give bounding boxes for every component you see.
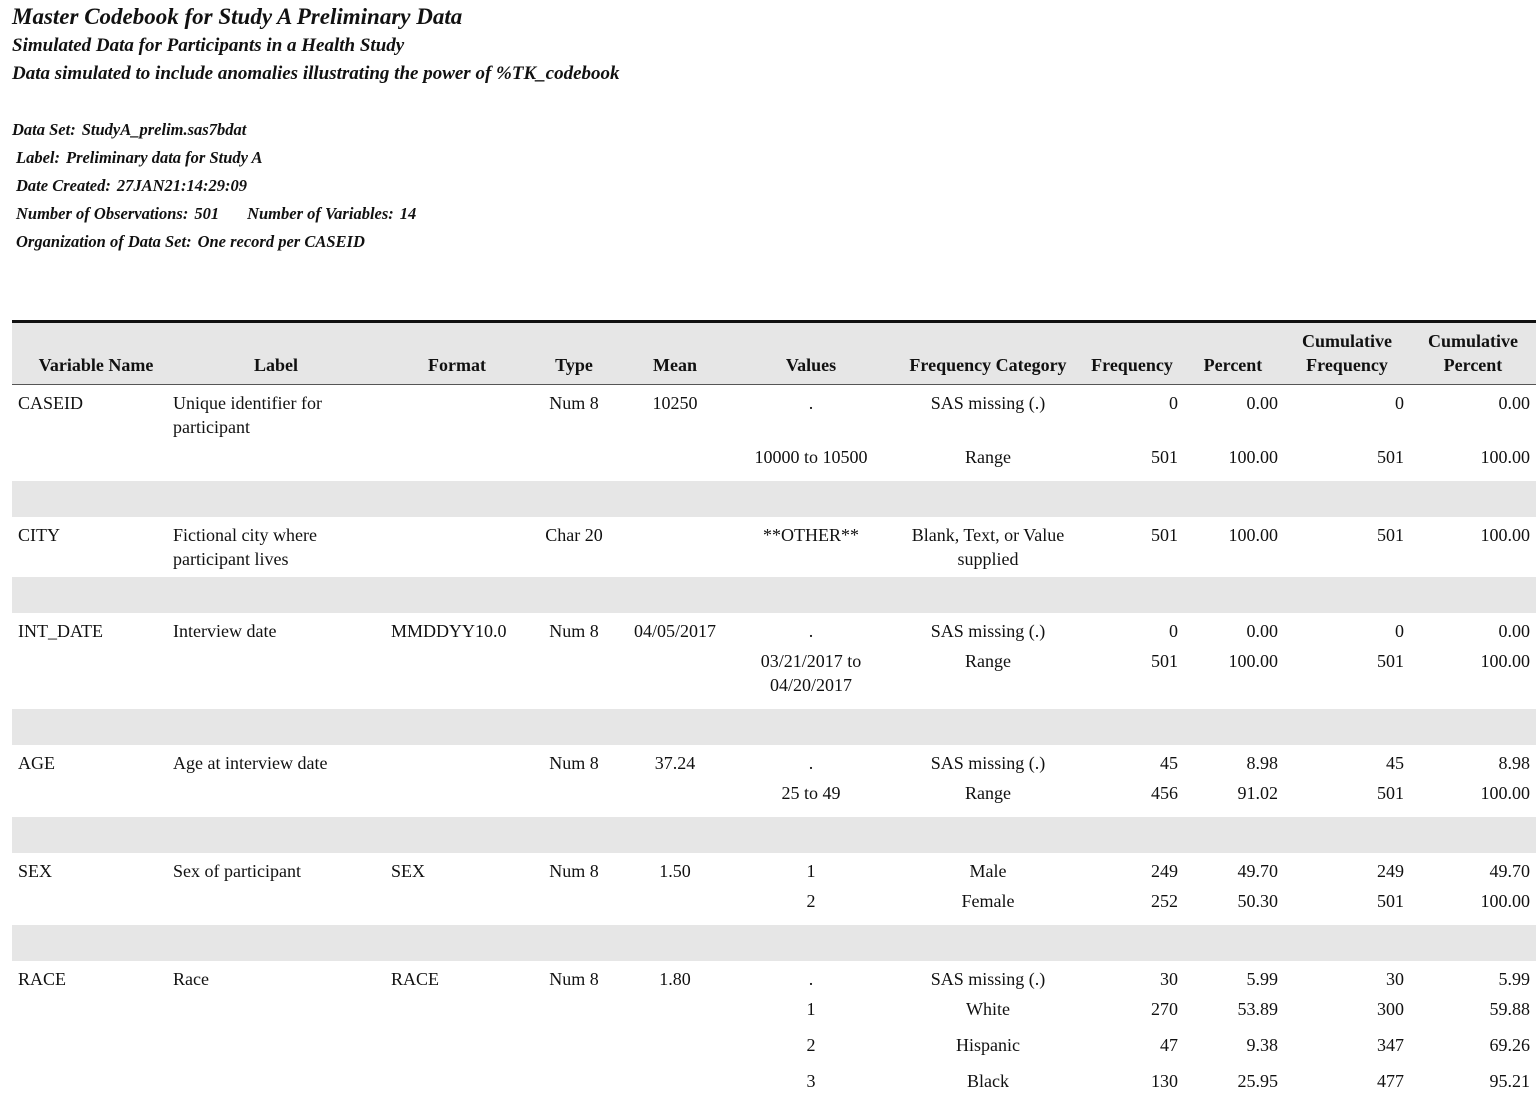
meta-nobs-value: 501 bbox=[194, 204, 220, 223]
cumulative-percent-value: 49.70 bbox=[1489, 861, 1530, 881]
value-range: 2 bbox=[806, 891, 816, 911]
frequency-value: 0 bbox=[1169, 393, 1178, 413]
table-row bbox=[12, 889, 1536, 925]
value-range: 2 bbox=[806, 1035, 816, 1055]
dataset-metadata bbox=[12, 116, 416, 256]
report-subtitle-2: Data simulated to include anomalies illustrating the power of %TK_codebook bbox=[12, 63, 620, 84]
variable-label: Interview date bbox=[173, 621, 277, 641]
cumulative-frequency-value: 501 bbox=[1377, 891, 1404, 911]
percent-value: 25.95 bbox=[1237, 1071, 1278, 1091]
cumulative-frequency-value: 347 bbox=[1377, 1035, 1404, 1055]
table-header bbox=[12, 320, 1536, 385]
value-range: 03/21/2017 to 04/20/2017 bbox=[760, 651, 862, 695]
frequency-value: 252 bbox=[1151, 891, 1178, 911]
frequency-category: SAS missing (.) bbox=[930, 621, 1046, 641]
percent-value: 100.00 bbox=[1228, 447, 1278, 467]
value-range: 1 bbox=[806, 999, 816, 1019]
value-range: **OTHER** bbox=[763, 525, 859, 545]
col-frequency-category: Frequency Category bbox=[909, 355, 1067, 375]
variable-type: Char 20 bbox=[545, 525, 603, 545]
value-range: 1 bbox=[806, 861, 816, 881]
cumulative-percent-value: 100.00 bbox=[1480, 783, 1530, 803]
variable-mean: 1.50 bbox=[659, 861, 691, 881]
table-row bbox=[12, 649, 1536, 709]
col-cumulative-percent bbox=[1418, 329, 1528, 377]
group-separator bbox=[12, 709, 1536, 745]
variable-name: CASEID bbox=[18, 393, 84, 413]
table-row bbox=[12, 385, 1536, 445]
value-range: . bbox=[808, 753, 814, 773]
value-range: 3 bbox=[806, 1071, 816, 1091]
cumulative-percent-value: 8.98 bbox=[1498, 753, 1530, 773]
frequency-value: 501 bbox=[1151, 525, 1178, 545]
meta-org-value: One record per CASEID bbox=[197, 232, 365, 251]
value-range: . bbox=[808, 969, 814, 989]
variable-type: Num 8 bbox=[549, 969, 599, 989]
col-label: Label bbox=[253, 355, 298, 375]
table-row bbox=[12, 613, 1536, 649]
col-mean: Mean bbox=[653, 355, 697, 375]
frequency-category: White bbox=[966, 999, 1010, 1019]
percent-value: 100.00 bbox=[1228, 525, 1278, 545]
report-title: Master Codebook for Study A Preliminary Data bbox=[12, 4, 463, 29]
frequency-value: 456 bbox=[1151, 783, 1178, 803]
percent-value: 0.00 bbox=[1246, 621, 1278, 641]
meta-date-label: Date Created: bbox=[16, 176, 111, 195]
variable-mean: 04/05/2017 bbox=[633, 621, 716, 641]
frequency-category: Male bbox=[969, 861, 1007, 881]
percent-value: 0.00 bbox=[1246, 393, 1278, 413]
variable-label: Sex of participant bbox=[173, 861, 301, 881]
report-header bbox=[12, 2, 620, 88]
table-row bbox=[12, 517, 1536, 577]
cumulative-percent-value: 100.00 bbox=[1480, 891, 1530, 911]
frequency-value: 501 bbox=[1151, 447, 1178, 467]
percent-value: 53.89 bbox=[1237, 999, 1278, 1019]
cumulative-percent-value: 100.00 bbox=[1480, 447, 1530, 467]
variable-name: RACE bbox=[18, 969, 67, 989]
variable-mean: 10250 bbox=[652, 393, 698, 413]
meta-date bbox=[12, 172, 416, 200]
variable-label: Race bbox=[173, 969, 209, 989]
cumulative-percent-value: 0.00 bbox=[1498, 393, 1530, 413]
meta-label-label: Label: bbox=[16, 148, 60, 167]
cumulative-frequency-value: 45 bbox=[1386, 753, 1404, 773]
group-separator bbox=[12, 817, 1536, 853]
meta-organization bbox=[12, 228, 416, 256]
variable-label: Age at interview date bbox=[173, 753, 328, 773]
value-range: 10000 to 10500 bbox=[754, 447, 868, 467]
value-range: . bbox=[808, 393, 814, 413]
frequency-value: 270 bbox=[1151, 999, 1178, 1019]
cumulative-percent-value: 95.21 bbox=[1489, 1071, 1530, 1091]
variable-type: Num 8 bbox=[549, 393, 599, 413]
frequency-category: SAS missing (.) bbox=[930, 753, 1046, 773]
col-cumulative-percent-line1: Cumulative bbox=[1428, 331, 1518, 351]
variable-label: Unique identifier for participant bbox=[173, 393, 322, 437]
col-percent: Percent bbox=[1203, 355, 1263, 375]
value-range: 25 to 49 bbox=[781, 783, 841, 803]
variable-name: INT_DATE bbox=[18, 621, 103, 641]
frequency-category: Hispanic bbox=[956, 1035, 1020, 1055]
frequency-value: 0 bbox=[1169, 621, 1178, 641]
variable-label: Fictional city where participant lives bbox=[173, 525, 317, 569]
variable-mean: 1.80 bbox=[659, 969, 691, 989]
meta-dataset bbox=[12, 116, 416, 144]
frequency-value: 249 bbox=[1151, 861, 1178, 881]
frequency-value: 501 bbox=[1151, 651, 1178, 671]
meta-dataset-value: StudyA_prelim.sas7bdat bbox=[81, 120, 247, 139]
frequency-value: 130 bbox=[1151, 1071, 1178, 1091]
variable-name: AGE bbox=[18, 753, 55, 773]
cumulative-frequency-value: 249 bbox=[1377, 861, 1404, 881]
frequency-category: Female bbox=[961, 891, 1015, 911]
frequency-category: Range bbox=[965, 783, 1011, 803]
table-row bbox=[12, 445, 1536, 481]
cumulative-frequency-value: 0 bbox=[1395, 621, 1404, 641]
frequency-category: Black bbox=[967, 1071, 1009, 1091]
col-frequency: Frequency bbox=[1091, 355, 1173, 375]
meta-nvars-value: 14 bbox=[399, 204, 417, 223]
table-row bbox=[12, 997, 1536, 1033]
variable-name: CITY bbox=[18, 525, 60, 545]
variable-type: Num 8 bbox=[549, 753, 599, 773]
col-cumulative-frequency bbox=[1292, 329, 1402, 377]
meta-dataset-label: Data Set: bbox=[12, 120, 76, 139]
report-subtitle-1: Simulated Data for Participants in a Health Study bbox=[12, 35, 405, 56]
group-separator bbox=[12, 925, 1536, 961]
meta-counts bbox=[12, 200, 416, 228]
frequency-category: SAS missing (.) bbox=[930, 393, 1046, 413]
col-cumulative-frequency-line2: Frequency bbox=[1306, 355, 1388, 375]
cumulative-percent-value: 100.00 bbox=[1480, 651, 1530, 671]
cumulative-percent-value: 69.26 bbox=[1489, 1035, 1530, 1055]
variable-format: SEX bbox=[391, 861, 426, 881]
percent-value: 50.30 bbox=[1237, 891, 1278, 911]
meta-org-label: Organization of Data Set: bbox=[16, 232, 192, 251]
variable-format: RACE bbox=[391, 969, 440, 989]
variable-type: Num 8 bbox=[549, 621, 599, 641]
table-row bbox=[12, 853, 1536, 889]
frequency-value: 47 bbox=[1160, 1035, 1178, 1055]
cumulative-frequency-value: 477 bbox=[1377, 1071, 1404, 1091]
cumulative-percent-value: 5.99 bbox=[1498, 969, 1530, 989]
cumulative-frequency-value: 0 bbox=[1395, 393, 1404, 413]
col-type: Type bbox=[555, 355, 593, 375]
percent-value: 100.00 bbox=[1228, 651, 1278, 671]
variable-type: Num 8 bbox=[549, 861, 599, 881]
group-separator bbox=[12, 577, 1536, 613]
meta-date-value: 27JAN21:14:29:09 bbox=[116, 176, 248, 195]
cumulative-percent-value: 0.00 bbox=[1498, 621, 1530, 641]
frequency-category: Range bbox=[965, 651, 1011, 671]
table-body bbox=[12, 385, 1536, 1105]
group-separator bbox=[12, 481, 1536, 517]
meta-label-value: Preliminary data for Study A bbox=[65, 148, 263, 167]
meta-nobs-label: Number of Observations: bbox=[16, 204, 189, 223]
frequency-value: 30 bbox=[1160, 969, 1178, 989]
table-row bbox=[12, 745, 1536, 781]
table-row bbox=[12, 1069, 1536, 1105]
table-row bbox=[12, 961, 1536, 997]
frequency-category: SAS missing (.) bbox=[930, 969, 1046, 989]
frequency-category: Range bbox=[965, 447, 1011, 467]
table-row bbox=[12, 1033, 1536, 1069]
value-range: . bbox=[808, 621, 814, 641]
percent-value: 8.98 bbox=[1246, 753, 1278, 773]
cumulative-frequency-value: 30 bbox=[1386, 969, 1404, 989]
percent-value: 49.70 bbox=[1237, 861, 1278, 881]
percent-value: 5.99 bbox=[1246, 969, 1278, 989]
frequency-value: 45 bbox=[1160, 753, 1178, 773]
frequency-category: Blank, Text, or Value supplied bbox=[911, 525, 1065, 569]
table-row bbox=[12, 781, 1536, 817]
col-cumulative-frequency-line1: Cumulative bbox=[1302, 331, 1392, 351]
col-cumulative-percent-line2: Percent bbox=[1443, 355, 1503, 375]
cumulative-frequency-value: 501 bbox=[1377, 651, 1404, 671]
variable-name: SEX bbox=[18, 861, 53, 881]
cumulative-frequency-value: 501 bbox=[1377, 525, 1404, 545]
cumulative-frequency-value: 501 bbox=[1377, 783, 1404, 803]
col-values: Values bbox=[785, 355, 837, 375]
variable-mean: 37.24 bbox=[654, 753, 696, 773]
col-format: Format bbox=[428, 355, 486, 375]
cumulative-percent-value: 100.00 bbox=[1480, 525, 1530, 545]
meta-label bbox=[12, 144, 416, 172]
col-variable-name: Variable Name bbox=[38, 355, 154, 375]
codebook-table bbox=[12, 320, 1536, 1105]
cumulative-frequency-value: 300 bbox=[1377, 999, 1404, 1019]
cumulative-frequency-value: 501 bbox=[1377, 447, 1404, 467]
percent-value: 91.02 bbox=[1237, 783, 1278, 803]
cumulative-percent-value: 59.88 bbox=[1489, 999, 1530, 1019]
meta-nvars-label: Number of Variables: bbox=[247, 204, 394, 223]
variable-format: MMDDYY10.0 bbox=[391, 621, 507, 641]
percent-value: 9.38 bbox=[1246, 1035, 1278, 1055]
